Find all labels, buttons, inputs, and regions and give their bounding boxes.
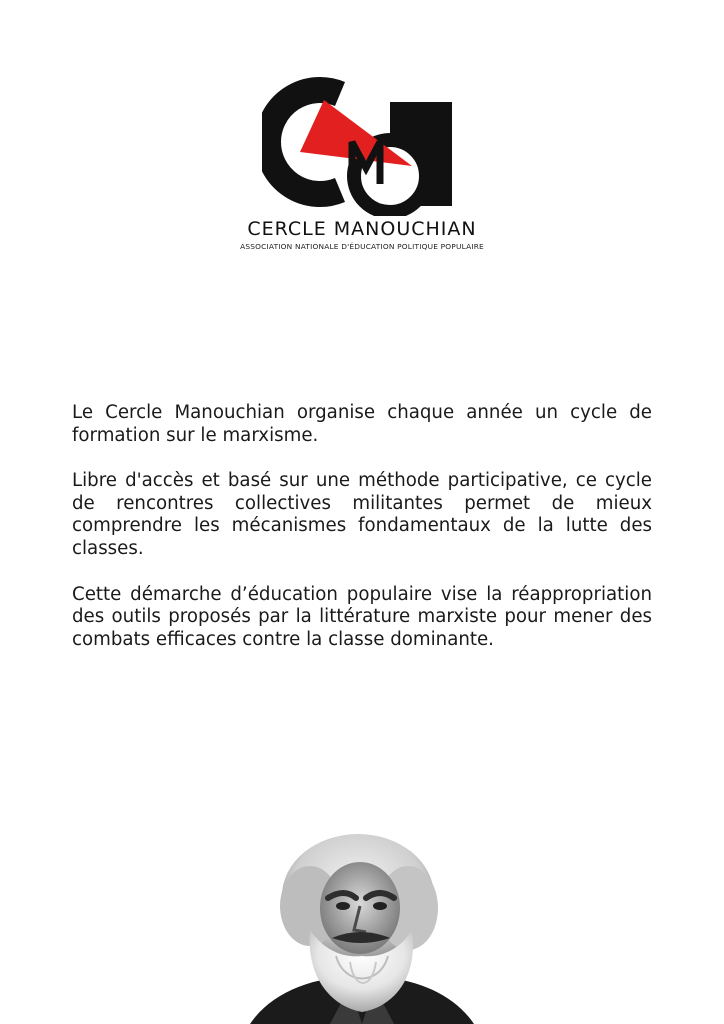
bearded-man-portrait-icon xyxy=(240,826,484,1024)
paragraph-intro: Le Cercle Manouchian organise chaque année un cycle de formation sur le marxisme. xyxy=(72,402,652,446)
body-text xyxy=(72,402,652,674)
portrait-image xyxy=(240,826,484,1024)
organization-name: CERCLE MANOUCHIAN xyxy=(247,218,477,240)
paragraph-method: Libre d'accès et basé sur une méthode participative, ce cycle de rencontres collectives militantes permet de mieux comprendre les mécanismes fondamentaux de la lutte des classes. xyxy=(72,470,652,559)
organization-logo xyxy=(262,76,462,216)
paragraph-goal: Cette démarche d’éducation populaire vise la réappropriation des outils proposés par la littérature marxiste pour mener des combats efficaces contre la classe dominante. xyxy=(72,583,652,650)
logo-icon xyxy=(262,76,462,216)
organization-tagline: ASSOCIATION NATIONALE D'ÉDUCATION POLITIQUE POPULAIRE xyxy=(240,242,484,251)
